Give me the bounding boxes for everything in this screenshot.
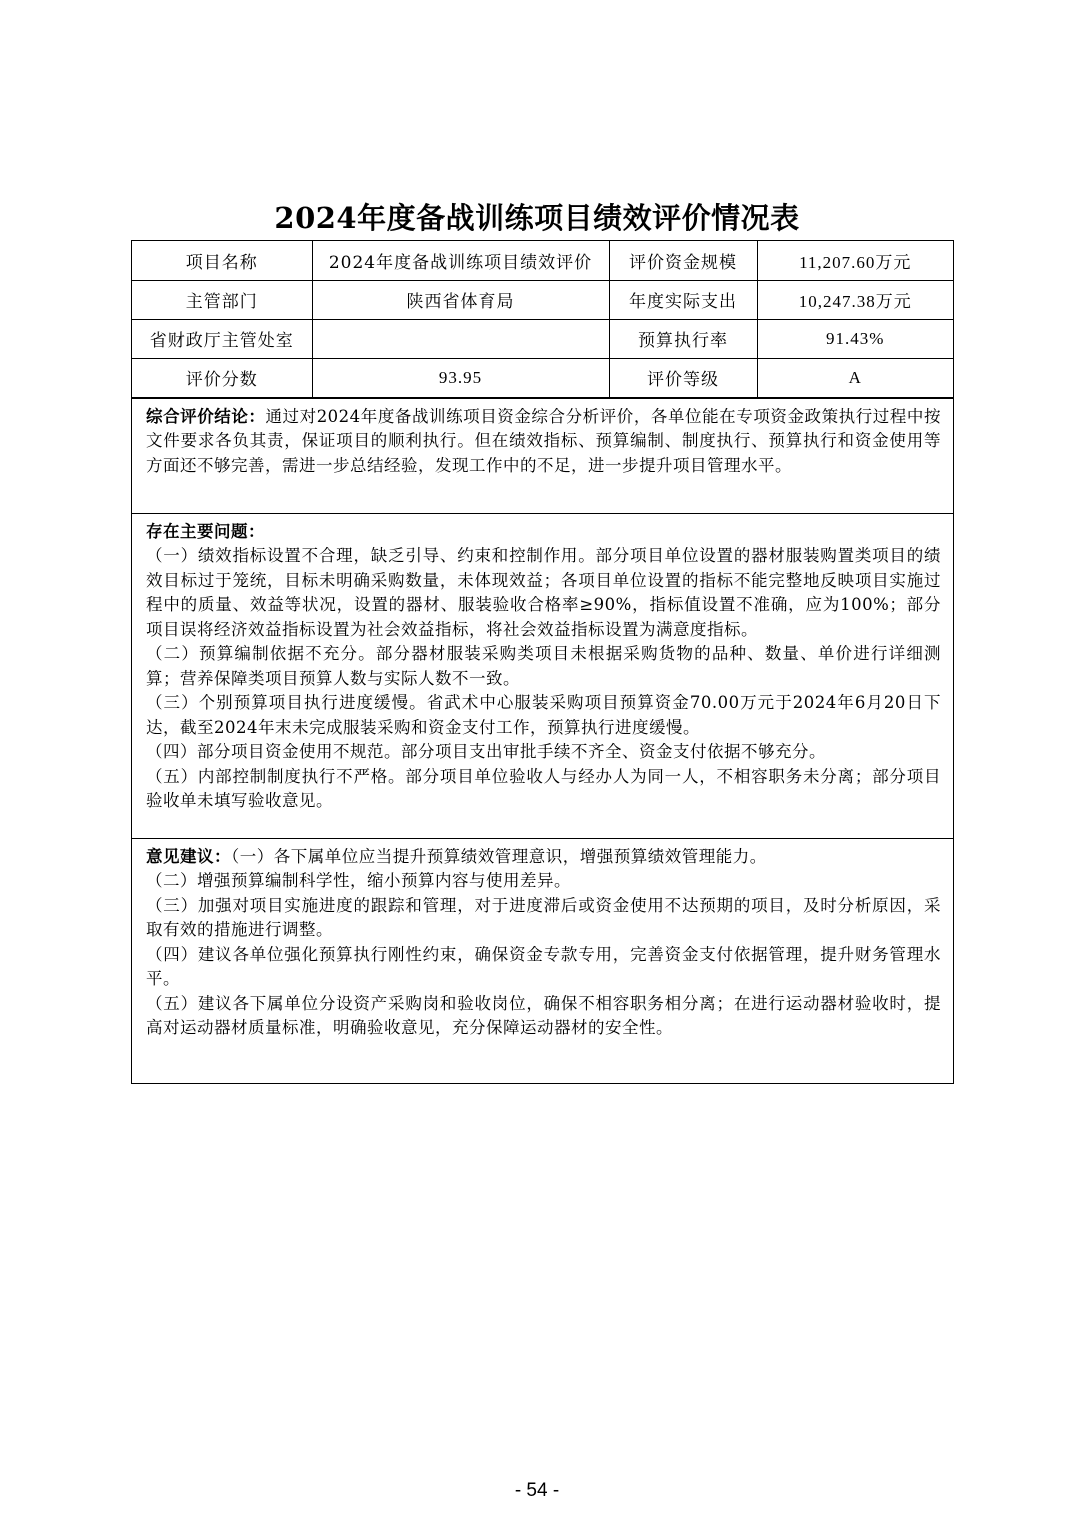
label-actual-expenditure: 年度实际支出 — [609, 280, 757, 319]
label-grade: 评价等级 — [609, 358, 757, 397]
table-row — [132, 280, 953, 319]
suggestion-item: （四）建议各单位强化预算执行刚性约束，确保资金专款专用，完善资金支付依据管理，提升财务管理水平。 — [146, 944, 941, 988]
suggestion-item: （一）各下属单位应当提升预算绩效管理意识，增强预算绩效管理能力。 — [231, 846, 767, 866]
problem-item: （三）个别预算项目执行进度缓慢。省武术中心服装采购项目预算资金70.00万元于2024年6月20日下达，截至2024年末未完成服装采购和资金支付工作，预算执行进度缓慢。 — [146, 693, 941, 737]
problem-item: （四）部分项目资金使用不规范。部分项目支出审批手续不齐全、资金支付依据不够充分。 — [146, 742, 826, 761]
label-fund-scale: 评价资金规模 — [609, 241, 757, 280]
value-grade: A — [757, 358, 953, 397]
value-score: 93.95 — [312, 358, 609, 397]
conclusion-text: 通过对2024年度备战训练项目资金综合分析评价，各单位能在专项资金政策执行过程中按文件要求各负其责，保证项目的顺利执行。但在绩效指标、预算编制、制度执行、预算执行和资金使用等方面还不够完善，需进一步总结经验，发现工作中的不足，进一步提升项目管理水平。 — [146, 406, 941, 475]
suggestion-item: （五）建议各下属单位分设资产采购岗和验收岗位，确保不相容职务相分离；在进行运动器材验收时，提高对运动器材质量标准，明确验收意见，充分保障运动器材的安全性。 — [146, 993, 941, 1037]
value-project-name: 2024年度备战训练项目绩效评价 — [312, 241, 609, 280]
suggestion-item: （三）加强对项目实施进度的跟踪和管理，对于进度滞后或资金使用不达预期的项目，及时分析原因，采取有效的措施进行调整。 — [146, 895, 941, 939]
page-number: - 54 - — [514, 1480, 560, 1501]
value-fund-scale: 11,207.60万元 — [757, 241, 953, 280]
problem-item: （一）绩效指标设置不合理，缺乏引导、约束和控制作用。部分项目单位设置的器材服装购置类项目的绩效目标过于笼统，目标未明确采购数量，未体现效益；各项目单位设置的指标不能完整地反映项目实施过程中的质量、效益等状况，设置的器材、服装验收合格率≥90%，指标值设置不准确，应为100%；部分项目误将经济效益指标设置为社会效益指标，将社会效益指标设置为满意度指标。 — [146, 546, 941, 639]
problems-heading: 存在主要问题： — [146, 521, 265, 541]
label-score: 评价分数 — [132, 358, 312, 397]
table-row — [132, 319, 953, 358]
label-project-name: 项目名称 — [132, 241, 312, 280]
evaluation-form — [131, 240, 954, 1084]
suggestions-section — [132, 838, 953, 1049]
label-finance-office: 省财政厅主管处室 — [132, 319, 312, 358]
suggestion-item: （二）增强预算编制科学性，缩小预算内容与使用差异。 — [146, 871, 571, 890]
project-info-table — [132, 241, 953, 398]
label-department: 主管部门 — [132, 280, 312, 319]
label-execution-rate: 预算执行率 — [609, 319, 757, 358]
table-row — [132, 358, 953, 397]
conclusion-section — [132, 398, 953, 513]
value-finance-office — [312, 319, 609, 358]
table-row — [132, 241, 953, 280]
value-execution-rate: 91.43% — [757, 319, 953, 358]
value-actual-expenditure: 10,247.38万元 — [757, 280, 953, 319]
conclusion-heading: 综合评价结论： — [146, 406, 266, 426]
problems-section — [132, 513, 953, 838]
problem-item: （五）内部控制制度执行不严格。部分项目单位验收人与经办人为同一人，不相容职务未分离；部分项目验收单未填写验收意见。 — [146, 766, 941, 810]
value-department: 陕西省体育局 — [312, 280, 609, 319]
problem-item: （二）预算编制依据不充分。部分器材服装采购类项目未根据采购货物的品种、数量、单价进行详细测算；营养保障类项目预算人数与实际人数不一致。 — [146, 644, 941, 688]
suggestions-heading: 意见建议： — [146, 846, 231, 866]
page-title: 2024年度备战训练项目绩效评价情况表 — [274, 201, 800, 235]
